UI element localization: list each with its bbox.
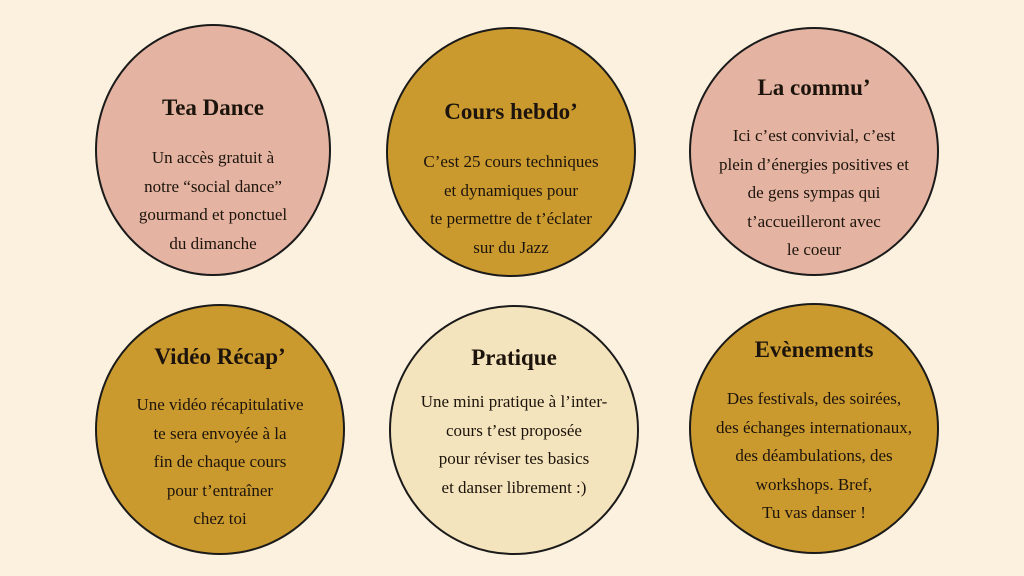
card-tea-dance bbox=[95, 24, 331, 276]
card-evenements bbox=[689, 303, 939, 554]
card-description bbox=[691, 385, 937, 528]
card-text-line: notre “social dance” bbox=[144, 176, 282, 196]
card-la-commu bbox=[689, 27, 939, 276]
card-description bbox=[388, 148, 634, 262]
card-text-line: des déambulations, des bbox=[735, 446, 893, 465]
card-title: Evènements bbox=[754, 337, 874, 362]
card-title: Tea Dance bbox=[161, 95, 264, 120]
card-description bbox=[97, 144, 329, 258]
card-title: Vidéo Récap’ bbox=[154, 344, 286, 369]
card-text-line: te sera envoyée à la bbox=[153, 423, 287, 443]
card-text-line: et dynamiques pour bbox=[443, 180, 579, 200]
card-text-line: t’accueilleront avec bbox=[747, 211, 881, 231]
card-text-line: du dimanche bbox=[169, 233, 257, 253]
card-text-line: Ici c’est convivial, c’est bbox=[732, 126, 896, 145]
card-title: Cours hebdo’ bbox=[444, 99, 578, 124]
card-text-line: Des festivals, des soirées, bbox=[726, 389, 902, 408]
card-description bbox=[391, 388, 637, 502]
card-text-line: de gens sympas qui bbox=[747, 183, 881, 202]
card-text-line: pour t’entraîner bbox=[166, 480, 274, 500]
card-text-line: te permettre de t’éclater bbox=[430, 209, 592, 228]
card-text-line: des échanges internationaux, bbox=[716, 417, 912, 437]
card-text-line: Un accès gratuit à bbox=[151, 148, 275, 167]
card-text-line: gourmand et ponctuel bbox=[138, 205, 288, 224]
card-text-line: pour réviser tes basics bbox=[438, 449, 590, 468]
card-cours-hebdo bbox=[386, 27, 636, 277]
card-text-line: workshops. Bref, bbox=[755, 474, 873, 494]
card-text-line: Une vidéo récapitulative bbox=[136, 395, 304, 414]
card-video-recap bbox=[95, 304, 345, 555]
card-text-line: cours t’est proposée bbox=[446, 420, 582, 440]
card-text-line: plein d’énergies positives et bbox=[719, 154, 909, 174]
card-description bbox=[691, 122, 937, 265]
card-text-line: fin de chaque cours bbox=[153, 452, 287, 471]
card-text-line: Une mini pratique à l’inter- bbox=[420, 392, 608, 411]
card-description bbox=[97, 391, 343, 534]
card-title: Pratique bbox=[471, 345, 557, 370]
card-title: La commu’ bbox=[757, 75, 871, 100]
card-text-line: Tu vas danser ! bbox=[762, 503, 866, 522]
card-text-line: chez toi bbox=[193, 509, 247, 528]
card-text-line: C’est 25 cours techniques bbox=[423, 152, 599, 171]
card-text-line: le coeur bbox=[786, 240, 842, 259]
card-text-line: et danser librement :) bbox=[441, 477, 587, 497]
card-text-line: sur du Jazz bbox=[473, 237, 549, 257]
card-pratique bbox=[389, 305, 639, 555]
